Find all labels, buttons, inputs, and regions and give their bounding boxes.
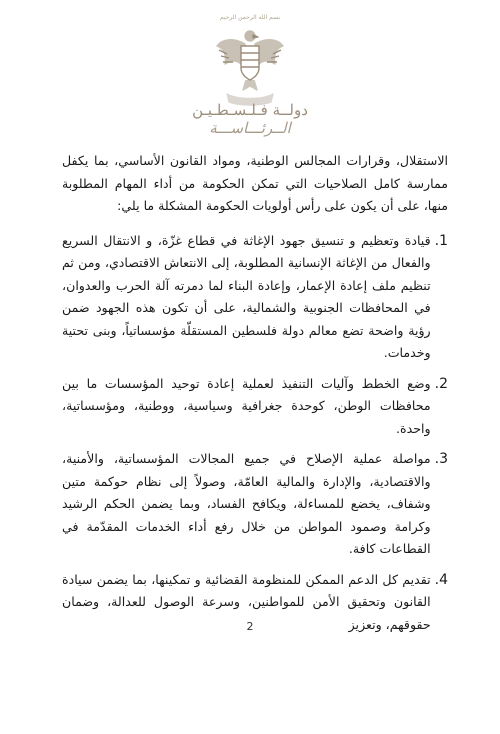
list-item-text: قيادة وتعظيم و تنسيق جهود الإغاثة في قطاع غزّة، و الانتقال السريع والفعال من الإغاثة الإنسانية المطلوبة، إلى الانتعاش الاقتصادي، ومن ثم تنظيم ملف إعادة الإعمار، وإعادة البناء لما دمرته آلة الحرب والعدوان، في المحافظات الجنوبية والشمالية، على أن تكون هذه الجهود ضمن رؤية واضحة تضع معالم دولة فلسطين المستقلّة مؤسساتياً، وبنى تحتية وخدمات. [62,232,431,360]
list-item-text: مواصلة عملية الإصلاح في جميع المجالات المؤسساتية، والأمنية، والاقتصادية، والإدارة والمالية العامّة، وصولاً إلى نظام حوكمة متين وشفاف، يخضع للمساءلة، ويكافح الفساد، وبما يضمن الحكم الرشيد وكرامة وصمود المواطن من خلال رفع أداء الخدمات المقدّمة في القطاعات كافة. [62,451,431,556]
list-item [62,373,448,441]
list-item-number: 3. [434,451,448,467]
palestine-eagle-emblem-icon [213,24,287,108]
document-body [62,150,448,644]
page-number: 2 [246,620,254,633]
intro-paragraph: الاستقلال، وقرارات المجالس الوطنية، ومواد القانون الأساسي، بما يكفل ممارسة كامل الصلاحيات التي تمكن الحكومة من أداء المهام المطلوبة منها، على أن يكون على رأس أولويات الحكومة المشكلة ما يلي: [62,153,448,213]
list-item-number: 4. [434,571,448,588]
state-name: دولــة فـلـسـطـيـن [192,101,308,119]
list-item-number: 2. [434,375,448,392]
list-item-text: تقديم كل الدعم الممكن للمنظومة القضائية و تمكينها، بما يضمن سيادة القانون وتحقيق الأمن للمواطنين، وسرعة الوصول للعدالة، وضمان حقوقهم، وتعزيز [62,571,431,632]
letterhead [0,6,500,146]
list-item-number: 1. [434,232,448,249]
office-name: الــرئـــاســـة [209,119,291,137]
basmala-text: بسم الله الرحمن الرحيم [219,14,281,21]
list-item [62,448,448,561]
list-item [62,230,448,365]
list-item-text: وضع الخطط وآليات التنفيذ لعملية إعادة توحيد المؤسسات ما بين محافظات الوطن، كوحدة جغرافية وسياسية، ووطنية، ومؤسساتية، واحدة. [62,375,431,436]
